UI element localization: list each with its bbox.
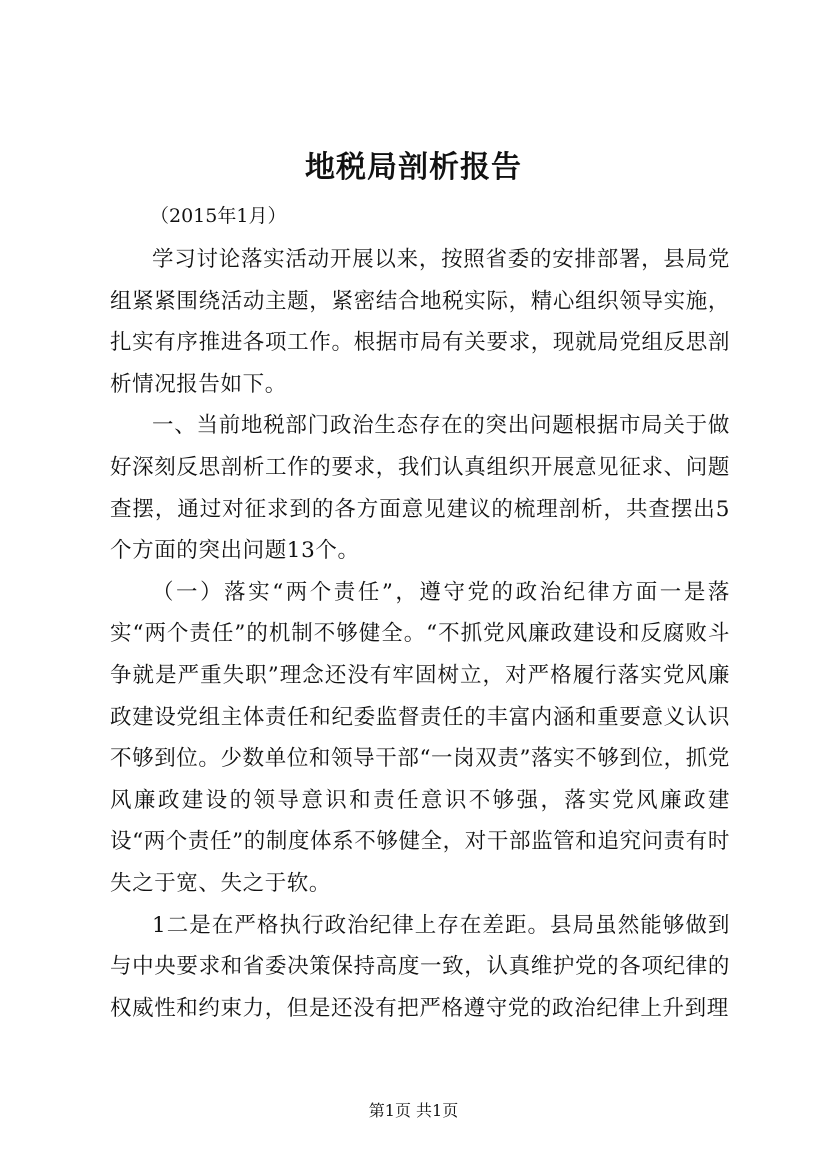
paragraph-point-two: 1二是在严格执行政治纪律上存在差距。县局虽然能够做到与中央要求和省委决策保持高度一致，认真维护党的各项纪律的权威性和约束力，但是还没有把严格遵守党的政治纪律上升到理 bbox=[110, 912, 730, 1021]
paragraph-subsection-one: （一）落实“两个责任”，遵守党的政治纪律方面一是落实“两个责任”的机制不够健全。“不抓党风廉政建设和反腐败斗争就是严重失职”理念还没有牢固树立，对严格履行落实党风廉政建设党组主体责任和纪委监督责任的丰富内涵和重要意义认识不够到位。少数单位和领导干部“一岗双责”落实不够到位，抓党风廉政建设的领导意识和责任意识不够强，落实党风廉政建设“两个责任”的制度体系不够健全，对干部监管和追究问责有时失之于宽、失之于软。 bbox=[110, 579, 730, 896]
document-title: 地税局剖析报告 bbox=[305, 150, 522, 185]
document-body bbox=[110, 239, 730, 1029]
paragraph-section-one: 一、当前地税部门政治生态存在的突出问题根据市局关于做好深刻反思剖析工作的要求，我们认真组织开展意见征求、问题查摆，通过对征求到的各方面意见建议的梳理剖析，共查摆出5个方面的突出问题13个。 bbox=[110, 413, 730, 564]
page-footer: 第1页 共1页 bbox=[368, 1101, 459, 1120]
document-date: （2015年1月） bbox=[150, 205, 287, 227]
paragraph-intro: 学习讨论落实活动开展以来，按照省委的安排部署，县局党组紧紧围绕活动主题，紧密结合地税实际，精心组织领导实施，扎实有序推进各项工作。根据市局有关要求，现就局党组反思剖析情况报告如下。 bbox=[110, 247, 730, 397]
